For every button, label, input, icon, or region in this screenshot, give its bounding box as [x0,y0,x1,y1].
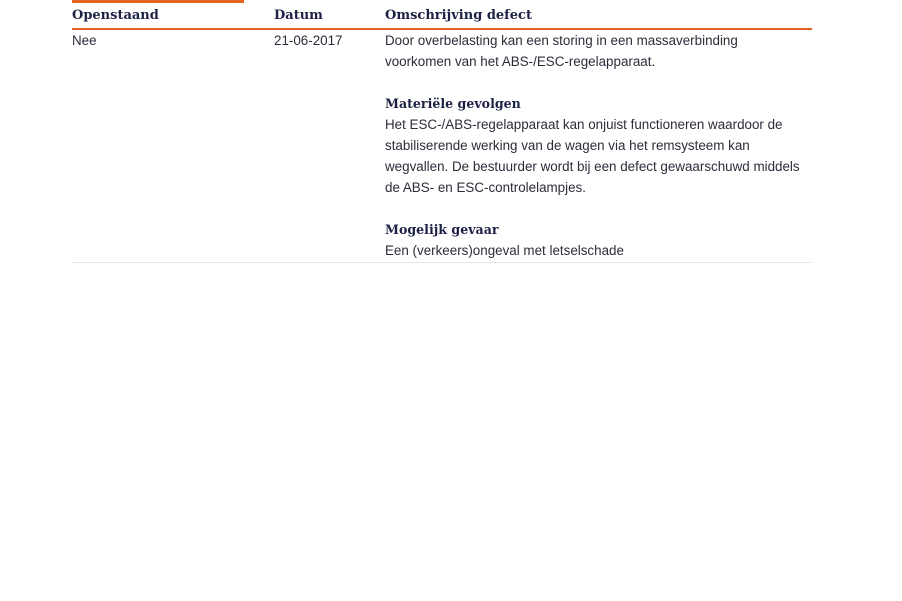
section-title-accent [72,0,244,3]
cell-description [385,30,805,261]
header-description: Omschrijving defect [385,8,532,23]
header-date: Datum [274,8,323,23]
cell-open: Nee [72,33,97,48]
recall-table [72,7,812,263]
consequences-text: Het ESC-/ABS-regelapparaat kan onjuist functioneren waardoor de stabiliserende werking van de wagen via het remsysteem kan wegvallen. De bestuurder wordt bij een defect gewaarschuwd middels de ABS- en ESC-controlelampjes. [385,117,800,195]
cell-date: 21-06-2017 [274,33,343,48]
header-open: Openstaand [72,8,159,23]
danger-heading: Mogelijk gevaar [385,222,499,237]
consequences-heading: Materiële gevolgen [385,96,521,111]
danger-text: Een (verkeers)ongeval met letselschade [385,243,624,258]
defect-description: Door overbelasting kan een storing in een massaverbinding voorkomen van het ABS-/ESC-regelapparaat. [385,33,738,69]
table-row [72,30,812,263]
table-header [72,7,812,30]
